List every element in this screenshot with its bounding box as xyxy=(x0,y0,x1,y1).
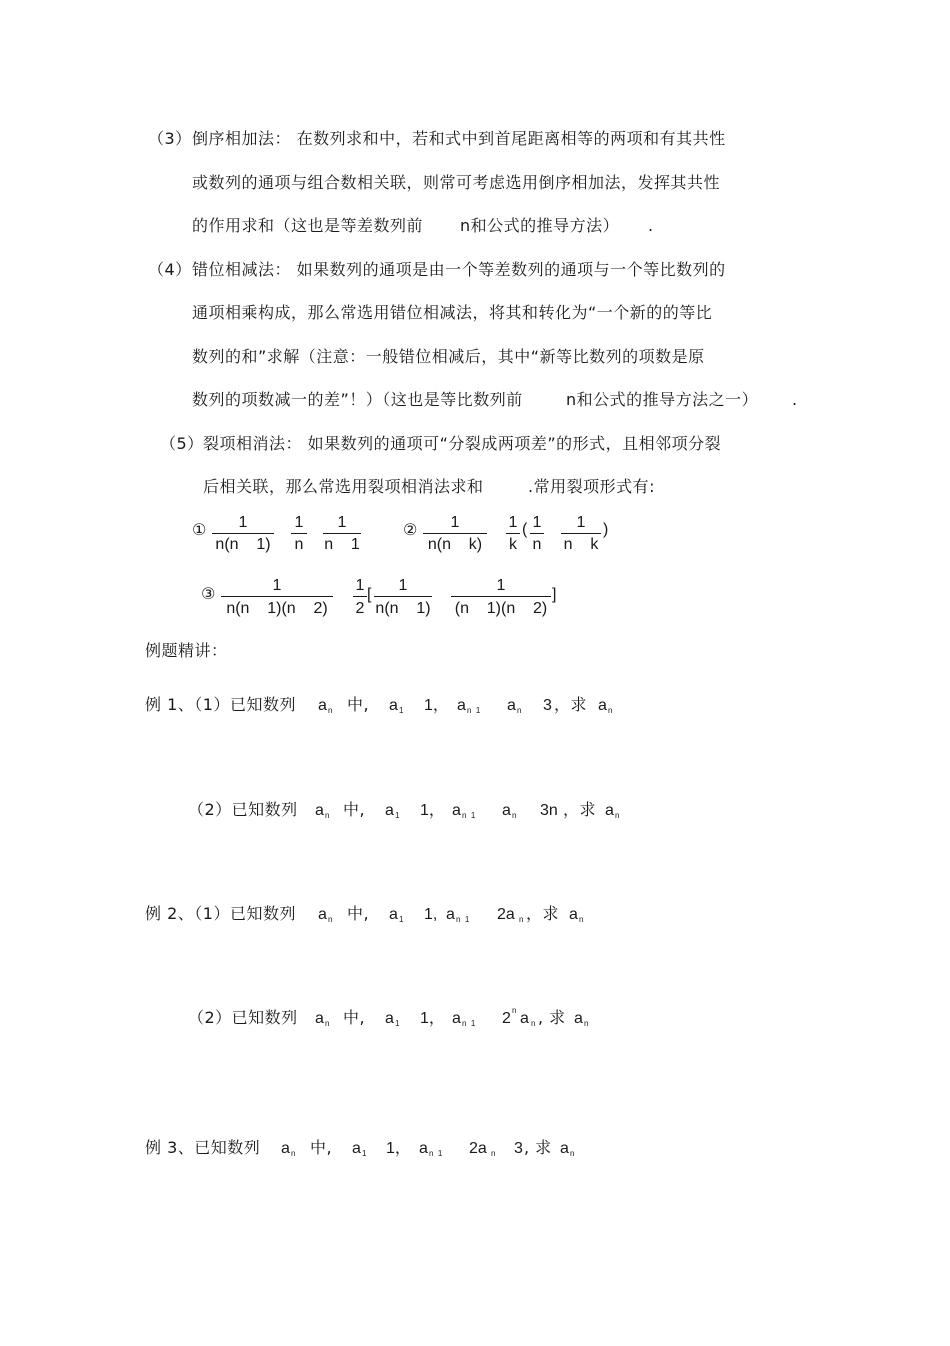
math-a: a xyxy=(318,906,327,923)
method-4-line-1: 错位相减法： 如果数列的通项是由一个等差数列的通项与一个等比数列的 xyxy=(192,260,726,279)
math-subscript: 1 xyxy=(399,706,404,715)
method-4-line-4a: 数列的项数减一的差”！）（这也是等比数列前 xyxy=(192,390,523,409)
math-subscript: n xyxy=(325,1019,330,1028)
math-a: a xyxy=(569,906,578,923)
math-subscript: n xyxy=(328,706,333,715)
formula-3-term-1-denominator: n(n 1) xyxy=(375,600,431,617)
math-subscript: n xyxy=(615,811,620,820)
formula-1-term-1-numerator: 1 xyxy=(294,514,304,531)
text-qiu: , 求 xyxy=(524,1138,552,1157)
math-value: 2 xyxy=(502,1010,511,1027)
method-4-label: （4） xyxy=(148,260,192,279)
math-a: a xyxy=(385,802,394,819)
formula-1-term-2-numerator: 1 xyxy=(337,514,347,531)
math-a: a xyxy=(389,697,398,714)
example-prefix: 例 3、已知数列 xyxy=(145,1138,261,1157)
formula-2-coef-denominator: k xyxy=(509,536,517,553)
math-subscript: n 1 xyxy=(429,1149,443,1158)
math-subscript: 1 xyxy=(395,811,400,820)
method-3-line-3a: 的作用求和（这也是等差数列前 xyxy=(192,216,424,235)
math-a: a xyxy=(419,1140,428,1157)
math-subscript: n 1 xyxy=(456,915,470,924)
method-3-line-1: 倒序相加法： 在数列求和中，若和式中到首尾距离相等的两项和有其共性 xyxy=(192,129,726,148)
method-3-label: （3） xyxy=(148,129,192,148)
fraction-bar xyxy=(291,533,307,534)
fraction-bar xyxy=(506,533,520,534)
method-5-line-1: 裂项相消法： 如果数列的通项可“分裂成两项差”的形式，且相邻项分裂 xyxy=(203,434,722,453)
math-a: a xyxy=(560,1140,569,1157)
math-value: 1, xyxy=(424,906,438,923)
formula-2-lhs-numerator: 1 xyxy=(450,514,460,531)
math-subscript: n xyxy=(531,1019,536,1028)
math-subscript: n xyxy=(579,915,584,924)
math-value: 3n xyxy=(540,802,558,819)
formula-1-term-2-denominator: n 1 xyxy=(324,536,360,553)
math-value: 1， xyxy=(420,802,445,819)
formula-2-coef-numerator: 1 xyxy=(508,514,518,531)
fraction-bar xyxy=(221,596,333,597)
example-prefix: （2）已知数列 xyxy=(188,1008,298,1027)
method-4-line-3: 数列的和”求解（注意：一般错位相减后，其中“新等比数列的项数是原 xyxy=(192,347,705,366)
formula-3-lhs-denominator: n(n 1)(n 2) xyxy=(226,600,328,617)
fraction-bar xyxy=(353,596,367,597)
math-subscript: 1 xyxy=(399,915,404,924)
formula-1-lhs-denominator: n(n 1) xyxy=(215,536,271,553)
example-prefix: 例 2、（1）已知数列 xyxy=(145,904,296,923)
math-value: 2a xyxy=(497,906,515,923)
text-qiu: ，求 xyxy=(526,904,560,923)
formula-3-marker: ③ xyxy=(201,586,216,603)
math-a: a xyxy=(315,1010,324,1027)
math-subscript: n xyxy=(291,1149,296,1158)
math-subscript: n xyxy=(491,1149,496,1158)
math-a: a xyxy=(605,802,614,819)
formula-2-lhs-denominator: n(n k) xyxy=(427,536,483,553)
formula-1-lhs-numerator: 1 xyxy=(238,514,248,531)
math-value: 1， xyxy=(424,697,449,714)
math-subscript: n xyxy=(608,706,613,715)
formula-1-marker: ① xyxy=(192,522,207,539)
method-4-line-4b: n和公式的推导方法之一） xyxy=(566,390,759,409)
math-a: a xyxy=(574,1010,583,1027)
math-subscript: n xyxy=(570,1149,575,1158)
math-subscript: n 1 xyxy=(462,811,476,820)
math-a: a xyxy=(446,906,455,923)
math-a: a xyxy=(502,802,511,819)
math-a: a xyxy=(598,697,607,714)
math-subscript: n xyxy=(519,915,524,924)
math-subscript: n 1 xyxy=(462,1019,476,1028)
text-zhong: 中, xyxy=(310,1138,333,1157)
method-4-line-2: 通项相乘构成，那么常选用错位相减法，将其和转化为“一个新的的等比 xyxy=(192,303,713,322)
formula-3-term-2-denominator: (n 1)(n 2) xyxy=(454,600,548,617)
text-zhong: 中, xyxy=(347,904,370,923)
method-3-line-3c: . xyxy=(648,216,654,235)
math-a: a xyxy=(352,1140,361,1157)
method-3-line-3b: n和公式的推导方法） xyxy=(460,216,620,235)
text-qiu: ，求 xyxy=(563,800,597,819)
math-a: a xyxy=(315,802,324,819)
fraction-bar xyxy=(451,596,551,597)
example-prefix: 例 1、（1）已知数列 xyxy=(145,695,296,714)
formula-2-marker: ② xyxy=(403,522,418,539)
formula-2-term-1-denominator: n xyxy=(532,536,542,553)
method-3-line-2: 或数列的通项与组合数相关联，则常可考虑选用倒序相加法，发挥其共性 xyxy=(192,173,721,192)
formula-3-lhs-numerator: 1 xyxy=(272,577,282,594)
math-subscript: n xyxy=(512,811,517,820)
math-value: 1， xyxy=(386,1140,411,1157)
math-a: a xyxy=(385,1010,394,1027)
fraction-bar xyxy=(212,533,274,534)
text-qiu: ，求 xyxy=(554,695,588,714)
fraction-bar xyxy=(423,533,487,534)
math-subscript: n xyxy=(325,811,330,820)
formula-3-term-1-numerator: 1 xyxy=(398,577,408,594)
math-a: a xyxy=(389,906,398,923)
method-4-line-4c: . xyxy=(792,390,798,409)
math-a: a xyxy=(452,802,461,819)
formula-2-open-paren: ( xyxy=(522,521,528,538)
fraction-bar xyxy=(561,533,601,534)
fraction-bar xyxy=(323,533,361,534)
math-a: a xyxy=(452,1010,461,1027)
math-subscript: n xyxy=(517,706,522,715)
formula-3-open-bracket: [ xyxy=(367,586,372,603)
math-superscript: n xyxy=(512,1006,517,1015)
examples-heading: 例题精讲： xyxy=(145,641,228,660)
math-subscript: 1 xyxy=(395,1019,400,1028)
math-a: a xyxy=(507,697,516,714)
text-zhong: 中, xyxy=(343,800,366,819)
text-qiu: , 求 xyxy=(538,1008,566,1027)
text-zhong: 中, xyxy=(347,695,370,714)
method-5-line-2b: .常用裂项形式有: xyxy=(528,477,655,496)
formula-2-term-1-numerator: 1 xyxy=(532,514,542,531)
math-a: a xyxy=(520,1010,529,1027)
math-a: a xyxy=(457,697,466,714)
math-a: a xyxy=(318,697,327,714)
math-subscript: n 1 xyxy=(467,706,481,715)
method-5-label: （5） xyxy=(160,434,204,453)
math-subscript: 1 xyxy=(362,1149,367,1158)
text-zhong: 中, xyxy=(343,1008,366,1027)
formula-3-coef-numerator: 1 xyxy=(355,577,365,594)
method-5-line-2a: 后相关联，那么常选用裂项相消法求和 xyxy=(203,477,484,496)
formula-2-term-2-denominator: n k xyxy=(563,536,599,553)
formula-3-term-2-numerator: 1 xyxy=(496,577,506,594)
math-subscript: n xyxy=(584,1019,589,1028)
math-subscript: n xyxy=(328,915,333,924)
formula-2-term-2-numerator: 1 xyxy=(576,514,586,531)
math-a: a xyxy=(281,1140,290,1157)
formula-2-close-paren: ) xyxy=(603,521,609,538)
math-value: 2a xyxy=(469,1140,487,1157)
formula-1-term-1-denominator: n xyxy=(294,536,304,553)
fraction-bar xyxy=(374,596,432,597)
example-prefix: （2）已知数列 xyxy=(188,800,298,819)
math-value: 3 xyxy=(514,1140,523,1157)
math-value: 1， xyxy=(420,1010,445,1027)
math-value: 3 xyxy=(543,697,552,714)
formula-3-coef-denominator: 2 xyxy=(355,600,365,617)
fraction-bar xyxy=(530,533,544,534)
formula-3-close-bracket: ] xyxy=(552,586,557,603)
